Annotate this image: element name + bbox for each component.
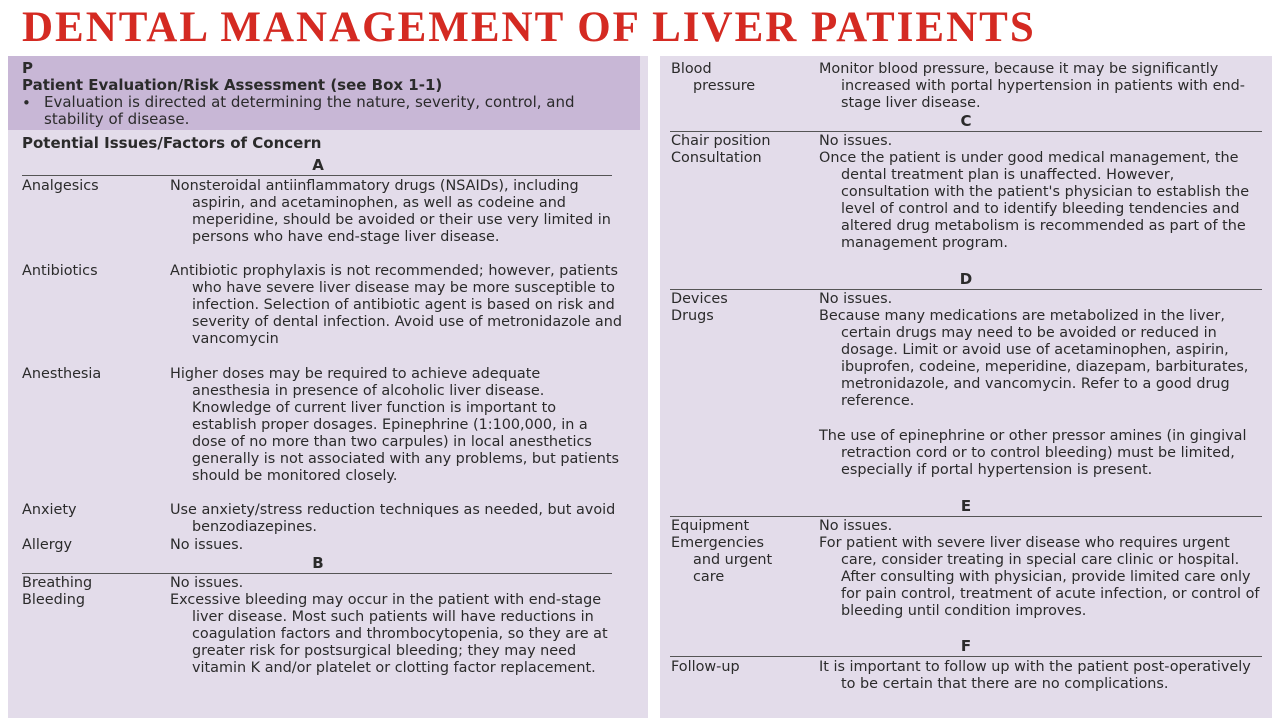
desc-anxiety: Use anxiety/stress reduction techniques as needed, but avoid benzodiazepines. <box>170 502 616 535</box>
term-analgesics: Analgesics <box>22 178 99 194</box>
section-letter-b: B <box>312 554 324 572</box>
patient-evaluation-box <box>8 56 640 130</box>
right-table-panel <box>660 56 1272 718</box>
term-chair-position: Chair position <box>671 133 771 149</box>
patient-evaluation-heading: Patient Evaluation/Risk Assessment (see Box 1-1) <box>22 76 443 94</box>
section-letter-p: P <box>22 59 33 77</box>
desc-devices: No issues. <box>819 291 893 307</box>
section-c-rule <box>670 131 1262 132</box>
section-letter-c: C <box>960 112 972 130</box>
patient-evaluation-text: Evaluation is directed at determining the nature, severity, control, and stability of disease. <box>44 93 575 128</box>
term-and-urgent: and urgent <box>693 552 773 568</box>
term-antibiotics: Antibiotics <box>22 263 98 279</box>
term-consultation: Consultation <box>671 150 762 166</box>
term-follow-up: Follow-up <box>671 659 740 675</box>
desc-blood-pressure: Monitor blood pressure, because it may be significantly increased with portal hypertension in patients with end-stage liver disease. <box>819 61 1245 111</box>
term-equipment: Equipment <box>671 518 750 534</box>
desc-drugs-epinephrine: The use of epinephrine or other pressor amines (in gingival retraction cord or to control bleeding) must be limited, especially if portal hypertension is present. <box>819 428 1247 478</box>
desc-equipment: No issues. <box>819 518 893 534</box>
term-devices: Devices <box>671 291 728 307</box>
desc-emergencies: For patient with severe liver disease who requires urgent care, consider treating in special care clinic or hospital. After consulting with physician, provide limited care only for pain control, treatment of acute infection, or control of bleeding until condition improves. <box>819 535 1260 619</box>
desc-allergy: No issues. <box>170 537 244 553</box>
section-letter-e: E <box>960 497 972 515</box>
desc-breathing: No issues. <box>170 575 244 591</box>
section-f-rule <box>670 656 1262 657</box>
desc-consultation: Once the patient is under good medical management, the dental treatment plan is unaffected. However, consultation with the patient's physician to establish the level of control and to identify bleeding tendencies and altered drug metabolism is recommended as part of the management program. <box>819 150 1250 251</box>
section-d-rule <box>670 289 1262 290</box>
term-bleeding: Bleeding <box>22 592 85 608</box>
section-letter-f: F <box>960 637 972 655</box>
desc-drugs: Because many medications are metabolized in the liver, certain drugs may need to be avoided or reduced in dosage. Limit or avoid use of acetaminophen, aspirin, ibuprofen, codeine, meperidine, diazepam, barbiturates, metronidazole, and vancomycin. Refer to a good drug reference. <box>819 308 1249 409</box>
term-pressure: pressure <box>693 78 756 94</box>
term-care: care <box>693 569 725 585</box>
term-breathing: Breathing <box>22 575 93 591</box>
term-blood: Blood <box>671 61 712 77</box>
section-letter-d: D <box>959 270 973 288</box>
slide-title: DENTAL MANAGEMENT OF LIVER PATIENTS <box>22 4 1036 51</box>
desc-antibiotics: Antibiotic prophylaxis is not recommended; however, patients who have severe liver disease may be more susceptible to infection. Selection of antibiotic agent is based on risk and severity of dental infection. Avoid use of metronidazole and vancomycin <box>170 263 622 347</box>
left-table-panel <box>8 56 648 718</box>
desc-analgesics: Nonsteroidal antiinflammatory drugs (NSAIDs), including aspirin, and acetaminophen, as well as codeine and meperidine, should be avoided or their use very limited in persons who have end-stage liver disease. <box>170 178 611 245</box>
potential-issues-heading: Potential Issues/Factors of Concern <box>22 134 322 152</box>
term-anesthesia: Anesthesia <box>22 366 102 382</box>
desc-bleeding: Excessive bleeding may occur in the patient with end-stage liver disease. Most such patients will have reductions in coagulation factors and thrombocytopenia, so they are at greater risk for postsurgical bleeding; they may need vitamin K and/or platelet or clotting factor replacement. <box>170 592 608 676</box>
desc-follow-up: It is important to follow up with the patient post-operatively to be certain that there are no complications. <box>819 659 1251 692</box>
term-emergencies: Emergencies <box>671 535 764 551</box>
section-letter-a: A <box>312 156 324 174</box>
section-a-rule <box>22 175 612 176</box>
desc-anesthesia: Higher doses may be required to achieve adequate anesthesia in presence of alcoholic liver disease. Knowledge of current liver function is important to establish proper dosages. Epinephrine (1:100,000, in a dose of no more than two carpules) in local anesthetics generally is not associated with any problems, but patients should be monitored closely. <box>170 366 620 484</box>
bullet-marker: • <box>22 94 31 112</box>
desc-chair-position: No issues. <box>819 133 893 149</box>
term-drugs: Drugs <box>671 308 714 324</box>
term-anxiety: Anxiety <box>22 502 77 518</box>
term-allergy: Allergy <box>22 537 73 553</box>
section-b-rule <box>22 573 612 574</box>
section-e-rule <box>670 516 1262 517</box>
